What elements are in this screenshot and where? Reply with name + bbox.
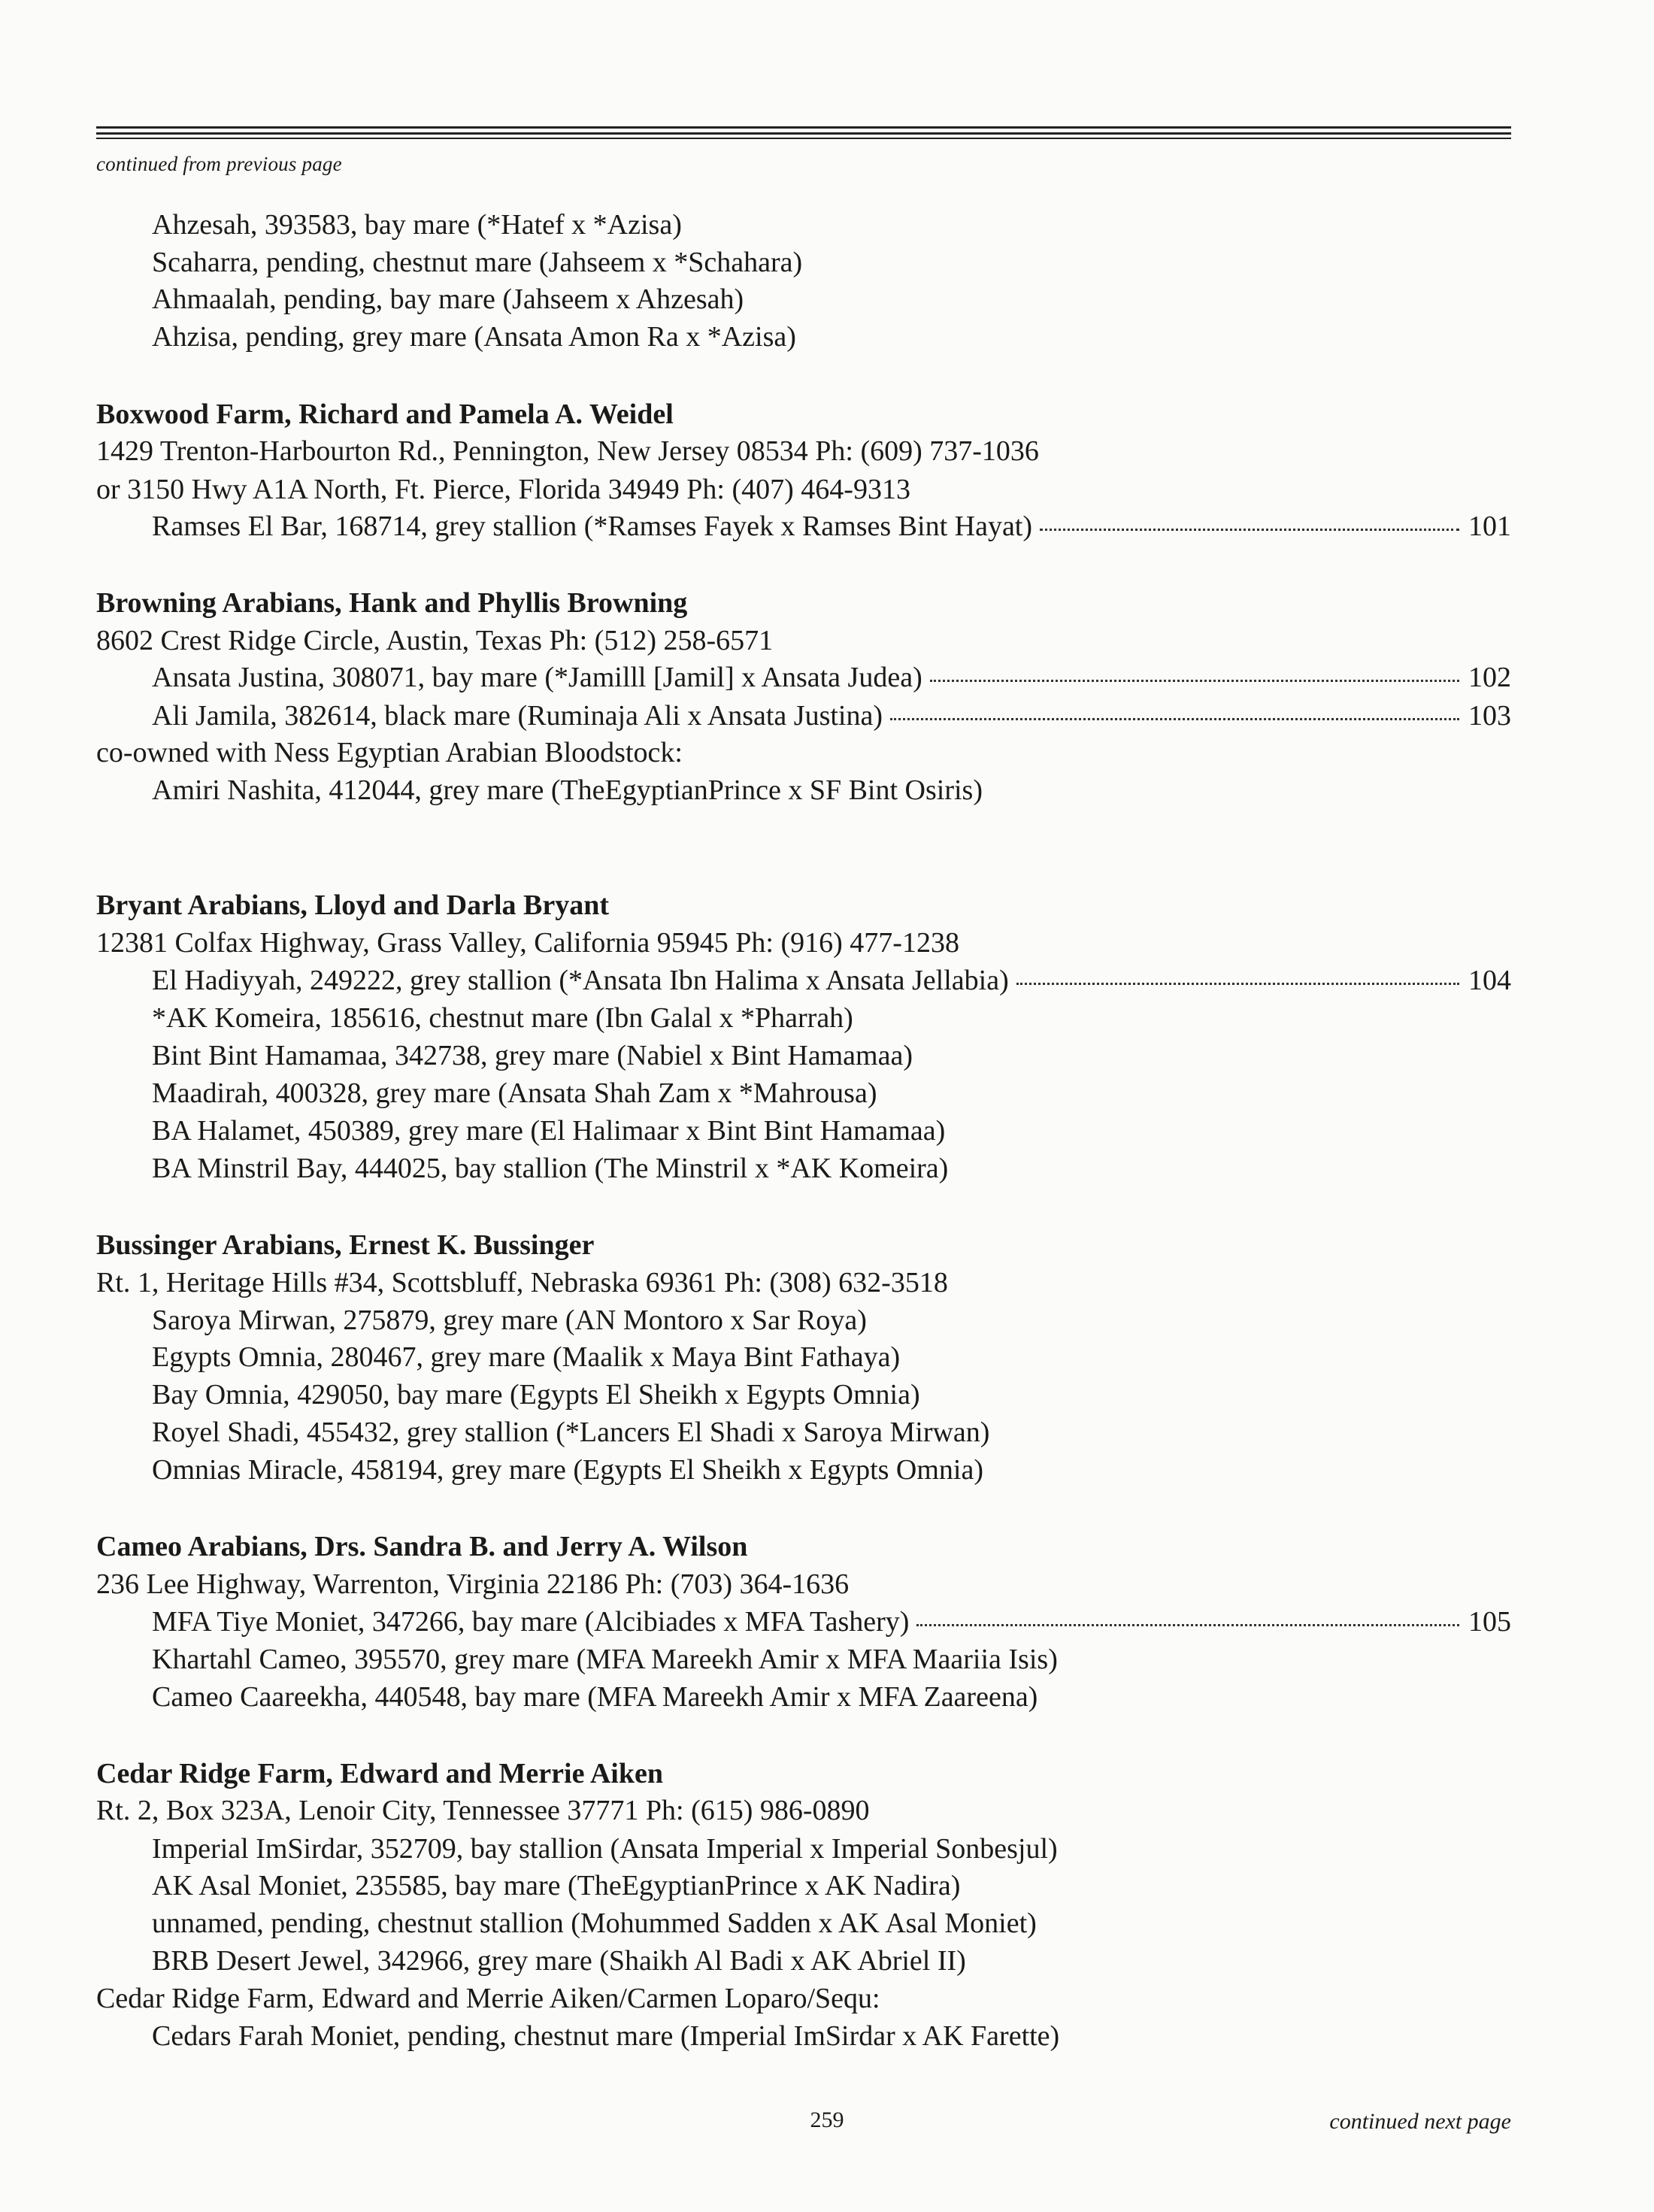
address-line: or 3150 Hwy A1A North, Ft. Pierce, Florida 34949 Ph: (407) 464-9313 <box>96 474 910 505</box>
horse-entry-text: Ramses El Bar, 168714, grey stallion (*Ramses Fayek x Ramses Bint Hayat) <box>152 511 1033 542</box>
horse-entry: Ahzisa, pending, grey mare (Ansata Amon Ra x *Azisa) <box>152 321 796 353</box>
page-reference: 104 <box>1468 965 1511 996</box>
horse-entry: Cedars Farah Moniet, pending, chestnut mare (Imperial ImSirdar x AK Farette) <box>152 2020 1060 2052</box>
farm-heading: Bryant Arabians, Lloyd and Darla Bryant <box>96 889 609 921</box>
horse-entry: Cameo Caareekha, 440548, bay mare (MFA Mareekh Amir x MFA Zaareena) <box>152 1681 1038 1713</box>
horse-entry: AK Asal Moniet, 235585, bay mare (TheEgyptianPrince x AK Nadira) <box>152 1870 961 1901</box>
dot-leader <box>890 718 1459 720</box>
horse-entry: Royel Shadi, 455432, grey stallion (*Lancers El Shadi x Saroya Mirwan) <box>152 1417 990 1448</box>
horse-entry: Saroya Mirwan, 275879, grey mare (AN Montoro x Sar Roya) <box>152 1304 867 1336</box>
horse-entry <box>152 962 1511 998</box>
horse-entry: Bint Bint Hamamaa, 342738, grey mare (Nabiel x Bint Hamamaa) <box>152 1040 913 1071</box>
farm-heading: Cameo Arabians, Drs. Sandra B. and Jerry A. Wilson <box>96 1531 748 1562</box>
horse-entry: Ahzesah, 393583, bay mare (*Hatef x *Azisa) <box>152 209 682 241</box>
header-rule <box>96 138 1511 139</box>
farm-heading: Cedar Ridge Farm, Edward and Merrie Aiken <box>96 1758 663 1789</box>
horse-entry: Ahmaalah, pending, bay mare (Jahseem x Ahzesah) <box>152 283 744 315</box>
address-line: 236 Lee Highway, Warrenton, Virginia 22186 Ph: (703) 364-1636 <box>96 1568 850 1600</box>
horse-entry: Omnias Miracle, 458194, grey mare (Egypts El Sheikh x Egypts Omnia) <box>152 1454 984 1486</box>
horse-entry: Bay Omnia, 429050, bay mare (Egypts El Sheikh x Egypts Omnia) <box>152 1379 920 1411</box>
dot-leader <box>916 1624 1459 1626</box>
address-line: Rt. 2, Box 323A, Lenoir City, Tennessee 37771 Ph: (615) 986-0890 <box>96 1795 870 1826</box>
horse-entry <box>152 1604 1511 1640</box>
horse-entry <box>152 508 1511 544</box>
horse-entry: Maadirah, 400328, grey mare (Ansata Shah Zam x *Mahrousa) <box>152 1077 877 1109</box>
horse-entry-text: Ansata Justina, 308071, bay mare (*Jamilll [Jamil] x Ansata Judea) <box>152 662 922 693</box>
horse-entry: unnamed, pending, chestnut stallion (Mohummed Sadden x AK Asal Moniet) <box>152 1907 1037 1939</box>
address-line: co-owned with Ness Egyptian Arabian Bloodstock: <box>96 737 683 768</box>
farm-heading: Browning Arabians, Hank and Phyllis Browning <box>96 587 688 619</box>
horse-entry <box>152 659 1511 695</box>
horse-entry: Scaharra, pending, chestnut mare (Jahseem x *Schahara) <box>152 247 803 278</box>
farm-heading: Bussinger Arabians, Ernest K. Bussinger <box>96 1229 595 1261</box>
horse-entry-text: El Hadiyyah, 249222, grey stallion (*Ansata Ibn Halima x Ansata Jellabia) <box>152 965 1009 996</box>
horse-entry: Egypts Omnia, 280467, grey mare (Maalik x Maya Bint Fathaya) <box>152 1341 901 1373</box>
address-line: 1429 Trenton-Harbourton Rd., Pennington, New Jersey 08534 Ph: (609) 737-1036 <box>96 435 1039 467</box>
address-line: Rt. 1, Heritage Hills #34, Scottsbluff, Nebraska 69361 Ph: (308) 632-3518 <box>96 1267 948 1298</box>
page-reference: 101 <box>1468 511 1511 542</box>
page-reference: 105 <box>1468 1606 1511 1638</box>
continued-next-label: continued next page <box>1329 2109 1511 2134</box>
horse-entry <box>152 698 1511 734</box>
horse-entry: BA Minstril Bay, 444025, bay stallion (The Minstril x *AK Komeira) <box>152 1153 949 1184</box>
header-rule <box>96 132 1511 135</box>
address-line: Cedar Ridge Farm, Edward and Merrie Aiken/Carmen Loparo/Sequ: <box>96 1983 880 2014</box>
farm-heading: Boxwood Farm, Richard and Pamela A. Weidel <box>96 398 674 430</box>
horse-entry: BRB Desert Jewel, 342966, grey mare (Shaikh Al Badi x AK Abriel II) <box>152 1945 966 1977</box>
horse-entry: *AK Komeira, 185616, chestnut mare (Ibn Galal x *Pharrah) <box>152 1002 853 1034</box>
continued-from-label: continued from previous page <box>96 153 342 175</box>
horse-entry: Imperial ImSirdar, 352709, bay stallion (Ansata Imperial x Imperial Sonbesjul) <box>152 1833 1058 1865</box>
dot-leader <box>930 680 1459 682</box>
horse-entry: BA Halamet, 450389, grey mare (El Halimaar x Bint Bint Hamamaa) <box>152 1115 946 1147</box>
address-line: 12381 Colfax Highway, Grass Valley, California 95945 Ph: (916) 477-1238 <box>96 927 959 959</box>
page-reference: 102 <box>1468 662 1511 693</box>
page-reference: 103 <box>1468 700 1511 732</box>
horse-entry: Khartahl Cameo, 395570, grey mare (MFA Mareekh Amir x MFA Maariia Isis) <box>152 1644 1058 1675</box>
page-number: 259 <box>810 2107 844 2132</box>
address-line: 8602 Crest Ridge Circle, Austin, Texas Ph: (512) 258-6571 <box>96 625 774 656</box>
dot-leader <box>1040 529 1459 531</box>
horse-entry-text: MFA Tiye Moniet, 347266, bay mare (Alcibiades x MFA Tashery) <box>152 1606 910 1638</box>
horse-entry: Amiri Nashita, 412044, grey mare (TheEgyptianPrince x SF Bint Osiris) <box>152 774 983 806</box>
horse-entry-text: Ali Jamila, 382614, black mare (Ruminaja Ali x Ansata Justina) <box>152 700 883 732</box>
header-rule <box>96 126 1511 129</box>
dot-leader <box>1016 983 1459 985</box>
